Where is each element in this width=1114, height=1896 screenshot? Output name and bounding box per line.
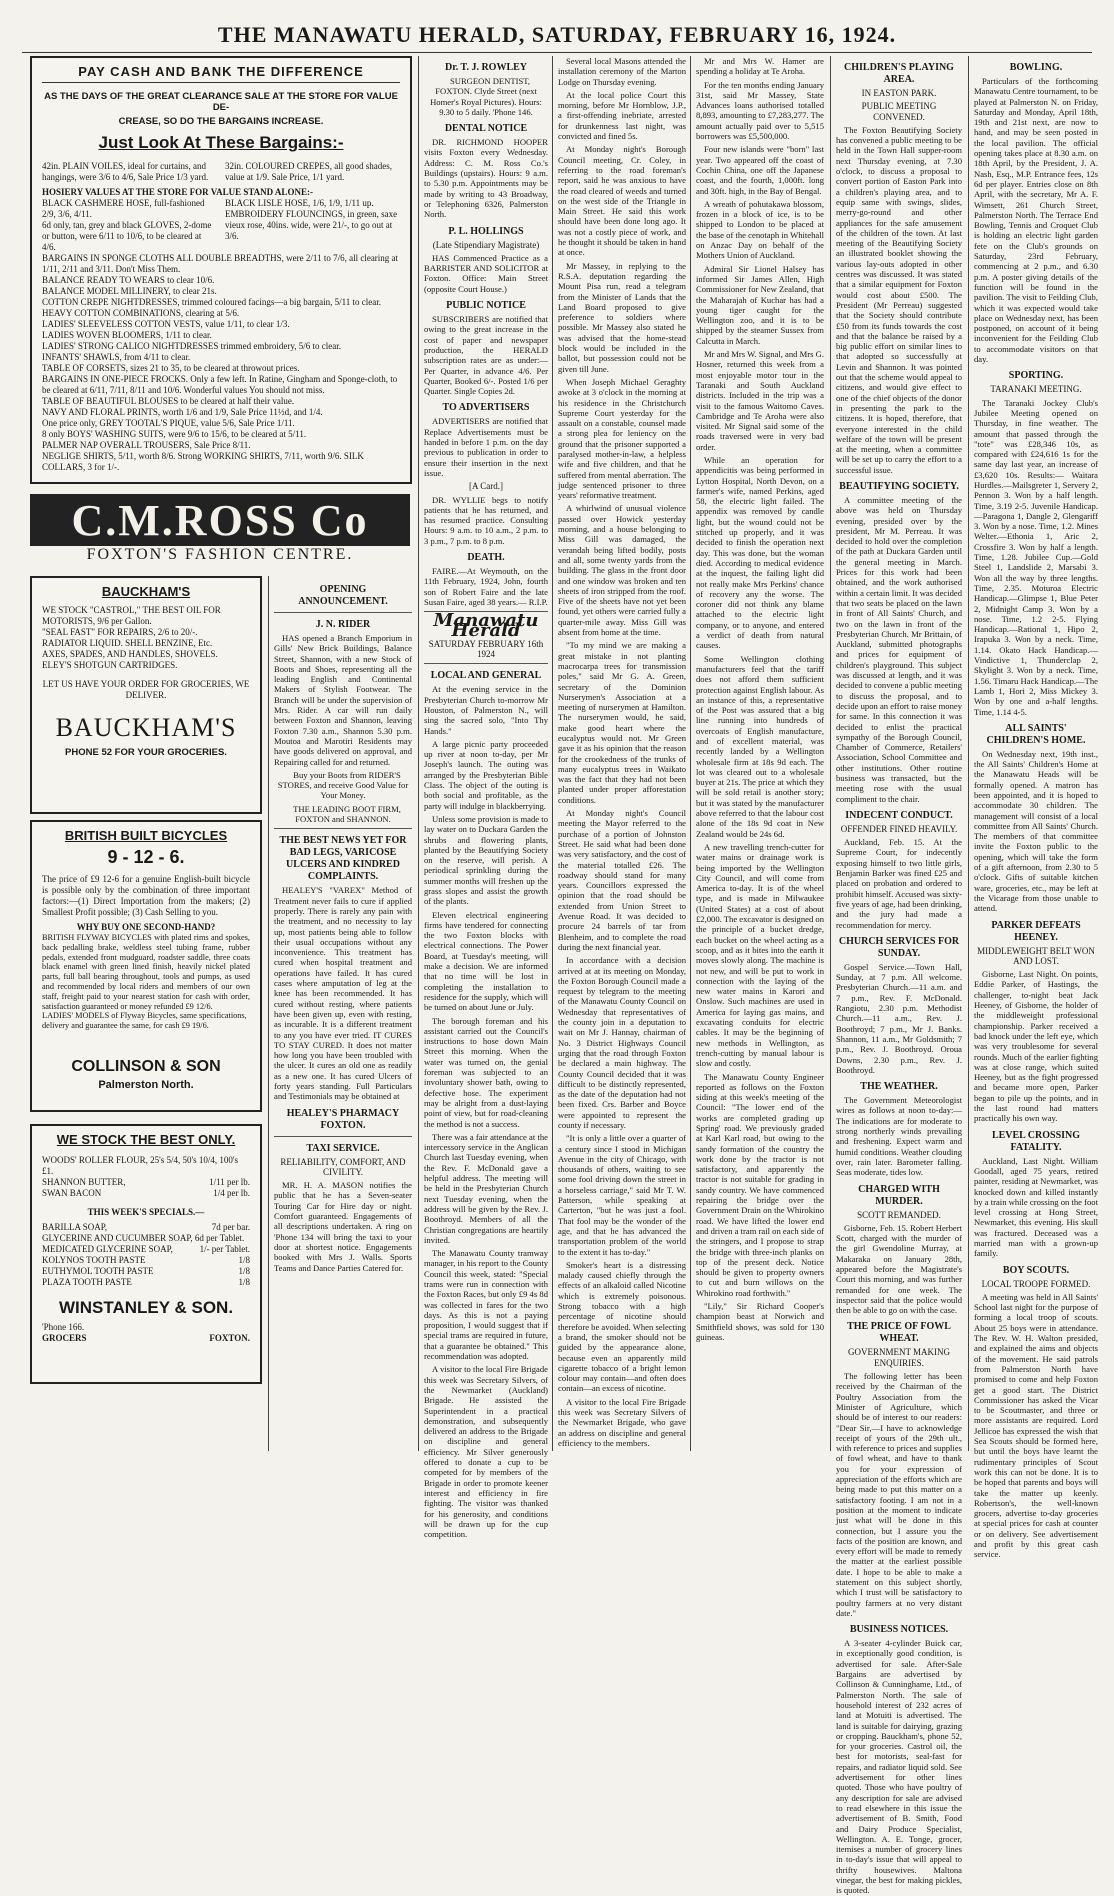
bauckham-line: ELEY'S SHOTGUN CARTRIDGES. xyxy=(42,660,178,670)
healey-heading: THE BEST NEWS YET FOR BAD LEGS, VARICOSE ULCERS AND KINDRED COMPLAINTS. xyxy=(279,835,407,883)
allsaints-heading: ALL SAINTS' CHILDREN'S HOME. xyxy=(986,722,1086,746)
row-price: 1/8 xyxy=(238,1266,250,1276)
healey-firm: HEALEY'S PHARMACY FOXTON. xyxy=(286,1107,400,1131)
row-item: EUTHYMOL TOOTH PASTE xyxy=(42,1266,154,1276)
dental-body: DR. RICHMOND HOOPER visits Foxton every Wednesday. Address: C. M. Ross Co.'s Buildings (upstairs). Hours: 9 a.m. to 5.30 p.m. Appointments may be made by writing to 43 Broadway, or Telephoning 6326, Palmerston North. xyxy=(424,137,548,220)
herald-date: SATURDAY FEBRUARY 16th 1924 xyxy=(428,638,544,660)
hosiery-row xyxy=(42,198,400,253)
playing-sub: IN EASTON PARK. xyxy=(861,88,937,98)
row-price: 1/11 per lb. xyxy=(209,1177,250,1187)
local-para: Unless some provision is made to lay water on to Duckara Garden the shrubs and flowering plants, planted by the Beautifying Society on the reserve, will perish. A periodical sprinkling during the summer months will freshen up the grass slopes and assist the growth of the plants. xyxy=(424,813,548,907)
best-rows xyxy=(42,1155,250,1199)
crepes-line: 32in. COLOURED CREPES, all good shades, value at 1/9. Sale Price, 1/1 yard. xyxy=(225,161,393,182)
taxi-heading: TAXI SERVICE. xyxy=(306,1142,380,1154)
best-row xyxy=(42,1177,250,1188)
row-item: WOODS' ROLLER FLOUR, 25's 5/4, 50's 10/4, 100's £1. xyxy=(42,1155,238,1176)
rider-heading: OPENING ANNOUNCEMENT. xyxy=(298,584,388,607)
special-row xyxy=(42,1244,250,1255)
church-heading: CHURCH SERVICES FOR SUNDAY. xyxy=(838,935,960,959)
item: 6d only, tan, grey and black GLOVES, 2-dome or button, were 6/11 to 10/6, to be cleared at 4/6. xyxy=(42,220,212,252)
item: One price only, GREY TOOTAL'S PIQUE, value 5/6, Sale Price 1/11. xyxy=(42,418,295,428)
item: BARGAINS IN SPONGE CLOTHS ALL DOUBLE BREADTHS, were 2/11 to 7/6, all clearing at 1/11, 2/11 and 3/11. Don't Miss Them. xyxy=(42,253,399,274)
news-para: A new travelling trench-cutter for water mains or drainage work is being imported by the Wellington City Council, and will come from America to-day. It is of the wheel type, and is made in Milwaukee (United States) at a cost of about £2,000. The excavator is designed on the principle of a bucket dredge, each bucket on the wheel acting as a scoop, and as it bites into the earth it moves slowly along. The machine is not new, and will be put to work in connection with the laying of the new water mains in Karori and Onslow. Such machines are used in America for laying gas mains, and excavating conduits for electric cables. It may be the beginning of new methods in Wellington, as trench-cutting by manual labour is slow and costly. xyxy=(696,841,824,1069)
best-row xyxy=(42,1155,250,1177)
local-para: The borough foreman and his assistant carried out the Council's instructions to hose down Main Street this morning. When the water was turned on, the genial foreman was subjected to an involuntary shower bath, owing to defective hose. The experiment may be alright from a dust-laying point of view, but for road-cleaning the method is not a success. xyxy=(424,1015,548,1129)
local-general-heading: LOCAL AND GENERAL xyxy=(430,670,542,682)
special-row xyxy=(42,1266,250,1277)
fowl-sub: GOVERNMENT MAKING ENQUIRIES. xyxy=(847,1347,951,1368)
beautifying-heading: BEAUTIFYING SOCIETY. xyxy=(839,480,959,492)
item: BALANCE READY TO WEARS to clear 10/6. xyxy=(42,275,215,285)
news-para: Mr Massey, in replying to the R.S.A. deputation regarding the Mount Pisa run, read a telegram from the Minister of Lands that the Land Board proposed to give preference to soldiers where possible. Mr Massey also stated he was advised that the home-stead block would be included in the ballot, but possession could not be given till June. xyxy=(558,260,686,374)
row-item: BARILLA SOAP, xyxy=(42,1222,108,1232)
rider-firm: THE LEADING BOOT FIRM, FOXTON and SHANNON. xyxy=(293,803,401,825)
bauckham-line: "SEAL FAST" FOR REPAIRS, 2/6 to 20/-. xyxy=(42,627,198,637)
scouts-heading: BOY SCOUTS. xyxy=(1002,1264,1070,1276)
murder-body: Gisborne, Feb. 15. Robert Herbert Scott, charged with the murder of the girl Gwendoline Murray, at Makaraka on January 28th, appeared before the Magistrate's Court this morning, and was further remanded for one week. The inspector said that the police would then be able to go on with the case. xyxy=(836,1222,962,1316)
item: LADIES' STRONG CALICO NIGHTDRESSES trimmed embroidery, 5/6 to clear. xyxy=(42,341,342,351)
column-3 xyxy=(424,56,549,1540)
bicycles-price: 9 - 12 - 6. xyxy=(107,847,185,867)
business-heading: BUSINESS NOTICES. xyxy=(849,1624,949,1636)
news-para: Mr and Mrs W. Hamer are spending a holiday at Te Aroha. xyxy=(696,56,824,77)
playing-heading: CHILDREN'S PLAYING AREA. xyxy=(844,62,954,85)
bicycles-ad xyxy=(30,820,262,1072)
news-para: At Monday night's Council meeting the Mayor referred to the purchase of a portion of Johnston Street. He said what had been done was very satisfactory, and the cost of the material totalled £26. The roadway should stand for many years. Councillors expressed the opinion that the road should be extended from Union Street to Avenue Road. It was decided to procure 24 barrels of tar from Blenheim, and to complete the road during the next financial year. xyxy=(558,808,686,952)
special-row xyxy=(42,1233,250,1244)
news-para: Several local Masons attended the installation ceremony of the Marton Lodge on Thursday evening. xyxy=(558,56,686,87)
bauckham-line: AXES, SPADES, AND HANDLES, SHOVELS. xyxy=(42,649,218,659)
item: EMBROIDERY FLOUNCINGS, in green, saxe vieux rose, 40ins. wide, were 21/-, to go out at 3/6. xyxy=(225,209,398,241)
column-4 xyxy=(558,56,686,1451)
news-para: For the ten months ending January 31st, said Mr Massey, State Advances loans authorised totalled 8,893, amounting to £7,283,277. The amount actually paid over to 5,515 borrowers was £5,500,000. xyxy=(696,79,824,142)
item: 8 only BOYS' WASHING SUITS, were 9/6 to 15/6, to be cleared at 5/11. xyxy=(42,429,307,439)
special-row xyxy=(42,1277,250,1288)
advertisers-heading: TO ADVERTISERS xyxy=(442,402,530,414)
news-para: A visitor to the local Fire Brigade this week was Secretary Silvers of the Newmarket Brigade, who gave an address on discipline and general efficiency to the members. xyxy=(558,1396,686,1448)
rider-body: HAS opened a Branch Emporium in Gills' New Brick Buildings, Balance Street, Shannon, with a new Stock of Boots and Shoes, representing all the leading English and Continental Makers of Stylish Footwear. The Branch will be under the supervision of Mrs. Rider. A car will run daily between Foxton and Shannon, leaving Foxton 7.30 a.m., Shannon 5.30 p.m. Moutoa and Marotiri Residents may have goods delivered on approval, and Repairing called for and returned. xyxy=(274,633,412,767)
column-rule xyxy=(690,56,691,1451)
item: INFANTS' SHAWLS, from 4/11 to clear. xyxy=(42,352,191,362)
bauckham-title: BAUCKHAM'S xyxy=(101,584,191,599)
item: TABLE OF BEAUTIFUL BLOUSES to be cleared at half their value. xyxy=(42,396,295,406)
news-para: "Lily," Sir Richard Cooper's champion beast at Norwich and Smithfield shows, was sold for 130 guineas. xyxy=(696,1301,824,1342)
death-body: FAIRE.—At Weymouth, on the 11th February, 1924, John, fourth son of Robert Faire and the late Susan Faire, aged 38 years.— R.I.P. xyxy=(424,565,548,607)
collinson-town: Palmerston North. xyxy=(98,1079,194,1091)
row-price: 1/8 xyxy=(238,1255,250,1265)
pay-cash-ad xyxy=(30,56,412,484)
hosiery-heading: HOSIERY VALUES AT THE STORE FOR VALUE STAND ALONE:- xyxy=(42,187,313,197)
taxi-sub: RELIABILITY, COMFORT, AND CIVILITY. xyxy=(280,1156,406,1177)
column-5 xyxy=(696,56,824,1451)
weather-heading: THE WEATHER. xyxy=(860,1081,938,1093)
news-para: The Manawatu County Engineer reported as follows on the Foxton siding at this week's meeting of the Council: "The lower end of the works are completed grading up Spring' road. We previously graded at Karl Karl road, but owing to the sandy formation of the country the work done by the tractor is not satisfactory, and apparently the tractor is not suitable for grading in sandy country. We have commenced repairing the bridge over the Government Drain on the Whirokino road. We have lifted the lower end and driven a tram rail on each side of the stringers, and I propose to strap the bridge with three-inch planks on top of the present deck. Notice should be given to property owners to cut and burn willows on the Whirokino road forthwith." xyxy=(696,1071,824,1298)
item: BARGAINS IN ONE-PIECE FROCKS. Only a few left. In Ratine, Gingham and Sponge-cloth, to be cleared at 6/11, 7/11, 8/11 and 10/6. Wonderful values You should not miss. xyxy=(42,374,398,395)
item: PALMER NAP OVERALL TROUSERS, Sale Price 8/11. xyxy=(42,440,251,450)
local-para: Eleven electrical engineering firms have tendered for connecting the two Foxton blocks with electrical connections. The Power Board, at Tuesday's meeting, will make a decision. We are informed that no time will be lost in completing the installation to residence for the supply, which will be turned on about June or July. xyxy=(424,909,548,1013)
news-para: Mr and Mrs W. Signal, and Mrs G. Hosner, returned this week from a most enjoyable motor tour in the Taranaki and South Auckland districts. Included in the trip was a visit to the famous Waitomo Caves. Cambridge and Te Aroha were also visited. Mr Signal said some of the roads traversed were in very bad order. xyxy=(696,349,824,452)
murder-sub: SCOTT REMANDED. xyxy=(857,1209,941,1220)
bicycles-body2: BRITISH FLYWAY BICYCLES with plated rims and spokes, back pedalling brake, weldless steel tubing frame, rubber pedals, extended front mudguard, roadster saddle, three coats black enamel with green lined finish, heavily nickel plated parts, full ball bearing throughout, tools and pumps, as used and recommended by local riders and members of our own staff, freight paid to your nearest station for cash with order, satisfaction guaranteed or money refunded £9 12/6. xyxy=(42,933,250,1011)
pay-cash-title: PAY CASH AND BANK THE DIFFERENCE xyxy=(42,64,400,83)
row-item: KOLYNOS TOOTH PASTE xyxy=(42,1255,146,1265)
row-price: 7d per bar. xyxy=(211,1222,250,1232)
item: COTTON CREPE NIGHTDRESSES, trimmed coloured facings—a big bargain, 5/11 to clear. xyxy=(42,297,382,307)
news-para: "To my mind we are making a great mistake in not planting macrocarpa trees for transmission poles," said Mr G. A. Green, secretary of the Dominion Nurserymen's Association at a meeting of nurserymen at Hamilton. The nurserymen would, he said, make good heart where the eucalyptus would not. Mr Green gave it as his opinion that the reason for the crookedness of the trunks of many eucalyptus trees in Waikato was the fact that they had not been planted under proper afforestation conditions. xyxy=(558,640,686,805)
bowling-heading: BOWLING. xyxy=(1009,62,1063,73)
public-notice-heading: PUBLIC NOTICE xyxy=(446,300,526,312)
voiles-line: 42in. PLAIN VOILES, ideal for curtains, and hangings, were 3/6 to 4/6, Sale Price 1/3 yard. xyxy=(42,161,209,182)
hollings-heading: P. L. HOLLINGS xyxy=(448,225,524,237)
rider-name: J. N. RIDER xyxy=(315,619,371,630)
items-left xyxy=(42,198,217,253)
column-7 xyxy=(974,56,1098,1560)
local-para: There was a fair attendance at the intercessory service in the Anglican Church last Tuesday evening, when the Rev. F. McDonald gave a helpful address. The meeting will be held in the Presbyterian Church next Tuesday evening, when the address will be given by the Rev. J. Boothroyd. Members of all the Christian congregations are heartily invited. xyxy=(424,1131,548,1245)
town-label: FOXTON. xyxy=(209,1333,250,1343)
collinson-firm: COLLINSON & SON xyxy=(71,1058,221,1075)
sporting-heading: SPORTING. xyxy=(1008,370,1064,382)
column-6 xyxy=(836,56,962,1896)
news-para: A wreath of pohutakawa blossom, frozen in a block of ice, is to be shipped to London to be placed at the base of the cenotaph in Whitehall on Anzac Day on behalf of the Mothers Union of Auckland. xyxy=(696,198,824,261)
bicycles-why: WHY BUY ONE SECOND-HAND? xyxy=(76,922,216,932)
divider xyxy=(424,663,548,664)
taxi-body: MR. H. A. MASON notifies the public that he has a Seven-seater Touring Car for Hire day or night. Comfort guaranteed. Engagements of all descriptions undertaken. A ring on 'Phone 134 will bring the taxi to your door at shortest notice. Engagements booked with Mrs J. Walls. Sports Teams and Dance Parties Catered for. xyxy=(274,1180,412,1273)
fowl-heading: THE PRICE OF FOWL WHEAT. xyxy=(847,1321,951,1345)
scouts-body: A meeting was held in All Saints' School last night for the purpose of forming a local troop of scouts. About 25 boys were in attendance. The Rev. W. H. Walton presided, and explained the aims and objects of the movement. He said patrols from Palmerston North have promised to come and help Foxton get a good start. The District Commissioner has asked the Vicar to be Scoutmaster, and three or more assistants are required. Lord Jellicoe has expressed the wish that Sea Scouts should be formed here, but until the boys have learnt the rudimentary principles of Scout work this can not be done. It is to be hoped that parents and boys will take the matter up keenly. Robertson's, the well-known grocers, advertise to-day groceries at special prices for cash at counter or on delivery. See advertisement and profit by this great cash service. xyxy=(974,1291,1098,1560)
business-body: A 3-seater 4-cylinder Buick car, in exceptionally good condition, is advertised for sale. After-Sale Bargains are advertised by Collinson & Cunninghame, Ltd., of Palmerston North. The sale of household interest of 232 acres of land at Motuiti is advertised. The land is suitable for dairying, grazing or cropping. Bauckham's, phone 52, for your groceries. Castrol oil, the best for motorists, seal-fast for repairs, and radiator liquid sold. See advertisement for other lines quoted. Those who have poultry of any description for sale are advised to read elsewhere in this issue the advertisement of B. Smith, Food and Dairy Produce Specialist, Wellington. A. E. Tonge, grocer, itemises a number of grocery lines in to-day's issue that will appeal to thrifty housewives. Maltona vinegar, the best for making pickles, is quoted. xyxy=(836,1638,962,1896)
item: NAVY AND FLORAL PRINTS, worth 1/6 and 1/9, Sale Price 11½d, and 1/4. xyxy=(42,407,323,417)
church-body: Gospel Service.—Town Hall, Sunday, at 7 p.m. All welcome. Presbyterian Church.—11 a.m. and 7 p.m., Rev. F. McDonald. Rangiotu, 2.30 p.m. Methodist Church.—11 a.m., Rev. J. Boothroyd; 7 p.m., Mr J. Banks. Shannon, 11 a.m., Mr Goldsmith; 7 p.m., Rev. J. Boothroyd. Oroua Downs, 2.30 p.m., Rev. J. Boothroyd. xyxy=(836,961,962,1075)
rider-buy: Buy your Boots from RIDER'S STORES, and receive Good Value for Your Money. xyxy=(277,769,409,801)
bicycles-ladies: LADIES' MODELS of Flyway Bicycles, same specifications, delivery and guarantee the same, for cash £9 19/6. xyxy=(42,1011,247,1031)
best-only-title: WE STOCK THE BEST ONLY. xyxy=(56,1132,236,1147)
local-para: A visitor to the local Fire Brigade this week was Secretary Silvers, of the Newmarket (Auckland) Brigade. He assisted the Superintendent in a practical demonstration, and subsequently delivered an address to the Brigade on discipline and general efficiency. Mr Silver generously offered to donate a cup to be competed for by members of the Brigade in order to promote keener interest and efficiency in fire fighting. The visitor was thanked for his generosity, and conditions will be drawn up for the cup competition. xyxy=(424,1364,548,1540)
column-rule xyxy=(830,56,831,1451)
playing-body: The Foxton Beautifying Society has convened a public meeting to be held in the Town Hall supper-room next Thursday evening, at 7.30 o'clock, to discuss a proposal to convert portion of Easton Park into a children's playing area, and to equip same with swings, slides, merry-go-round and other appliances for the safe amusement of the children of the town. At last meeting of the Beautifying Society an illustrated booklet showing the various lay-outs adopted in other centres was discussed. It was stated that a similar equipment for Foxton would cost about £500. The President (Mr Perreau) suggested that the Society should contribute £50 from its funds towards the cost and that the balance be raised by a big public effort on similar lines to that adopted so successfully at Levin and Shannon. It was pointed out that the scheme would appeal to citizens, and would give effect to one of the chief objects of the donor in presenting the park to the citizens. It is hoped, therefore, that everyone interested in the child welfare of the town will be present at the meeting, when a committee will be set up to carry the effort to a successful issue. xyxy=(836,124,962,475)
rowley-body: SURGEON DENTIST, FOXTON. Clyde Street (next Homer's Royal Pictures). Hours: 9.30 to 5 daily. 'Phone 146. xyxy=(430,76,542,117)
local-para: At the evening service in the Presbyterian Church to-morrow Mr Houston, of Palmerston N., will sing the sacred solo, "Into Thy Hands." xyxy=(424,684,548,736)
advertisers-body: ADVERTISERS are notified that Replace Advertisements must be handed in before 1 p.m. on the day previous to publication in order to ensure their insertion in the next issue. xyxy=(424,416,548,478)
item: LADIES' SLEEVELESS COTTON VESTS, value 1/11, to clear 1/3. xyxy=(42,319,290,329)
news-para: Admiral Sir Lionel Halsey has informed Sir James Allen, High Commissioner for New Zealand, that the Maharajah of Kuchar has had a young tiger caught for the Wellington zoo, and it is to be shipped by the steamer Sussex from Calcutta in March. xyxy=(696,263,824,346)
row-item: MEDICATED GLYCERINE SOAP, xyxy=(42,1244,173,1254)
best-row xyxy=(42,1188,250,1199)
ross-logo: C.M.ROSS Co xyxy=(30,494,410,546)
indecent-heading: INDECENT CONDUCT. xyxy=(845,809,953,821)
heeney-body: Gisborne, Last Night. On points, Eddie Parker, of Hastings, the challenger, to-night beat Jack Heeney, of Gisborne, the holder of the middleweight professional championship. Parker received a bad knock under the left eye, which was very troublesome for several rounds. Much of the earlier fighting was at close range, which suited Heeney, but as the fight progressed and became more open, Parker began to pile up the points, and in the last round had matters practically his own way. xyxy=(974,969,1098,1124)
news-para: Some Wellington clothing manufacturers feel that the tariff does not afford them sufficient protection against English labour. As an instance of this, a representative of the Post was assured that a big line running into hundreds of overcoats of English manufacture, and of excellent material, was recently landed by a Wellington wholesale firm at 18s 9d each. The lot was cleared out to a wholesale buyer at 21s. The price at which they will be sold retail is another story; but it was stated by the manufacturer above referred to that the labour cost alone of the 18s 9d coat in New Zealand would be 24s 6d. xyxy=(696,653,824,839)
item: BLACK CASHMERE HOSE, full-fashioned 2/9, 3/6, 4/11. xyxy=(42,198,205,219)
herald-nameplate: Manawatu Herald xyxy=(433,610,539,642)
news-para: Smoker's heart is a distressing malady caused chiefly through the effects of an alkaloid called Nicotine which is extremely poisonous. Strong tobacco with a high percentage of nicotine should therefore be avoided. When selecting a brand, the smoker should not be guided by the appearance alone, because even an apparently mild cigarette tobacco of a bright lemon colour may contain—and often does contain—an excess of nicotine. xyxy=(558,1259,686,1394)
special-rows xyxy=(42,1222,250,1288)
crossing-heading: LEVEL CROSSING FATALITY. xyxy=(991,1129,1081,1153)
item: TABLE OF CORSETS, sizes 21 to 35, to be cleared at throwout prices. xyxy=(42,363,300,373)
ross-subtitle: FOXTON'S FASHION CENTRE. xyxy=(86,546,354,563)
grocers-label: GROCERS xyxy=(42,1333,87,1343)
news-para: When Joseph Michael Geraghty awoke at 3 o'clock in the morning at his residence in the Christchurch Supreme Court yesterday for the assault on a constable, counsel made a strong plea for leniency on the ground that the prisoner supported a paralysed mother-in-law, a helpless wife and five children, and that he suffered from mental aberration. The judge sentenced prisoner to three years' reformative treatment. xyxy=(558,376,686,501)
pay-cash-subtitle-1: AS THE DAYS OF THE GREAT CLEARANCE SALE AT THE STORE FOR VALUE DE- xyxy=(44,91,398,113)
collinson-ad xyxy=(30,1052,262,1112)
divider xyxy=(274,612,412,613)
hollings-sub: (Late Stipendiary Magistrate) xyxy=(432,239,540,250)
item: BALANCE MODEL MILLINERY, to clear 21s. xyxy=(42,286,217,296)
column-rule xyxy=(552,56,553,1451)
bauckham-groceries: LET US HAVE YOUR ORDER FOR GROCERIES, WE DELIVER. xyxy=(42,679,250,700)
crossing-body: Auckland, Last Night. William Goodall, aged 75 years, retired painter, residing at Newmarket, was knocked down and killed instantly by a train while crossing on the foot level crossing at Hong Street, Newmarket, this evening. His skull was fractured. Deceased was a married man with a grown-up family. xyxy=(974,1155,1098,1259)
winstanley-phone: 'Phone 166. xyxy=(42,1322,85,1332)
column-rule xyxy=(268,576,269,1451)
items-right xyxy=(225,198,400,253)
death-heading: DEATH. xyxy=(467,551,505,563)
public-notice-body: SUBSCRIBERS are notified that owing to the great increase in the cost of paper and newspaper production, the HERALD subscription rates are as under:— Per Quarter, in advance 4/6. Per Quarter, Booked 6/-. Posted 1/6 per Quarter. Single Copies 2d. xyxy=(424,314,548,397)
news-para: Four new islands were "born" last year. Two appeared off the coast of Cochin China, one off the Japanese coast, and the fourth, 1,000ft. long and 30ft. high, in the Bay of Bengal. xyxy=(696,144,824,196)
card-heading: [A Card.] xyxy=(469,481,503,492)
row-price: 1/- per Tablet. xyxy=(199,1244,250,1254)
murder-heading: CHARGED WITH MURDER. xyxy=(858,1183,940,1207)
playing-sub2: PUBLIC MEETING CONVENED. xyxy=(861,101,937,122)
best-only-ad xyxy=(30,1124,262,1384)
item: NEGLIGE SHIRTS, 5/11, worth 8/6. Strong WORKING SHIRTS, 7/11, worth 9/6. SILK COLLARS, 3 for 1/-. xyxy=(42,451,364,472)
row-price: 1/4 per lb. xyxy=(213,1188,250,1198)
healey-body: HEALEY'S "VAREX" Method of Treatment never fails to cure if applied properly. There is rarely any pain with the treatment, and no necessity to lay up, most patients being able to follow their usual occupations without any inconvenience. This treatment has cured when hospital treatment and operations have failed. It has cured cases where amputation of leg at the knee has been recommended. It has cured without resting, where patients have been given up, even with resting, as incurable. It is a different treatment to any you have ever tried. IT CURES TO STAY CURED. It does not matter how long you have been troubled with the ulcer. It cures an old one as readily as a new one. It has cured Ulcers of forty years standing. Full Particulars and Testimonials may be obtained at xyxy=(274,885,412,1102)
bowling-body: Particulars of the forthcoming Manawatu Centre tournament, to be played at Palmerston N. on Friday, Saturday and Monday, April 18th, 19th and 21st next, are now to hand, and may be seen posted in the local pavilion. The official opening takes place at 8.30 a.m. on 18th April, by the President, J. A. Nash, Esq., M.P. Entrance fees, 12s 6d per player. Entries close on 8th April, with the secretary, Mr A. F. Wimsett, 261 Church Street, Palmerston North. The Terrace End Bowling, Tennis and Croquet Club is holding an electric light garden fete on the Club's grounds on Saturday, 23rd February, commencing at 2 p.m., and 6.30 p.m. A poster giving details of the function will be found in the pavilion. The visit to Feilding Club, which it was expected would take place on Wednesday next, has been postponed, on account of it being inconvenient for the Feilding Club to accommodate visitors on that day. xyxy=(974,76,1098,365)
row-item: SWAN BACON xyxy=(42,1188,102,1198)
row-item: GLYCERINE AND CUCUMBER SOAP, 6d per Tablet. xyxy=(42,1233,245,1243)
fabric-lines xyxy=(42,161,400,183)
fowl-body: The following letter has been received by the Chairman of the Poultry Association from the Minister of Agriculture, which should be of interest to our readers: "Dear Sir,—I have to acknowledge receipt of yours of the 29th ult., with reference to prices and supplies of fowl wheat, and have to thank you for your expression of appreciation of the efforts which are being made to put this matter on a satisfactory footing. I am not in a position at the moment to indicate just what will be done in this connection, but I assure you the facts of the position are known, and every effort will be made to remedy the matter at the earliest possible date. I hope to be able to make a statement on this subject shortly, which I trust will be satisfactory to poultry farmers at no very distant date." xyxy=(836,1371,962,1618)
beautifying-body: A committee meeting of the above was held on Thursday evening, presided over by the president, Mr M. Perreau. It was decided to hold over the completion of the path at Duckara Garden until the general meeting in March. Prices for this work had been obtained, and the work authorised within a certain limit. It was decided that two seats be placed on the lawn in front of All Saints' Church, and two on the lawn in front of the Presbyterian Church. Mr Brittain, of Auckland, submitted photographs and prices for equipment of children's playground. This subject was discussed at length, and it was decided to convene a public meeting to discuss the proposal, and to decide upon an effort to raise money for same. In this connection it was decided to enlist the practical sympathy of the Borough Council, Chamber of Commerce, Retailers' Association, School Committee and other institutions. Other routine business was transacted, but the meeting rose with the usual compliment to the chair. xyxy=(836,494,962,804)
bauckham-line: RADIATOR LIQUID. SHELL BENZINE, Etc. xyxy=(42,638,213,648)
special-row xyxy=(42,1255,250,1266)
sporting-body: The Taranaki Jockey Club's Jubilee Meeting opened on Thursday, in fine weather. The amount that passed through the "tote" was £28,346 10s, as compared with £24,616 1s for the same day last year, an increase of £3,620 10s. Results:— Waitara Hurdles.—Mailsgreter 1, Servery 2, Pennon 3. Won by a half length. Time, 3.19 2-5. Juvenile Handicap.—Paragona 1, Dangle 2, Glengariff 3. Won by a nose. Time, 1.2. Mines Welter.—Ethonia 1, Aric 2, Crossfire 3. Won by half a length. Time, 1.28. Jubilee Cup.—Gold Steel 1, Landslide 2, Marsabi 3. Won all the way by three lengths. Time, 2.35. Moturoa Electric Handicap.—Glimpse 1, Blue Peter 2, Midnight Camp 3. Won by a nose. Time, 1.2 2-5. Flying Handicap.—Rational 1, Hipo 2, Irapuka 3. Won by a neck. Time, 1.14. Okato Hack Handicap.—Vindictive 1, Thunderclap 2, Skylight 3. Won by a neck. Time, 1.56. Timaru Hack Handicap.—The Lamb 1, Hori 2, Miss Mickey 3. Won by one and a-half lengths. Time, 1.14 4-5. xyxy=(974,397,1098,717)
item: BLACK LISLE HOSE, 1/6, 1/9, 1/11 up. xyxy=(225,198,374,208)
item: LADIES WOVEN BLOOMERS, 1/11 to clear. xyxy=(42,330,212,340)
item: HEAVY COTTON COMBINATIONS, clearing at 5/6. xyxy=(42,308,240,318)
divider xyxy=(274,828,412,829)
news-para: While an operation for appendicitis was being performed in Lytton Hospital, North Devon, on a farmer's wife, named Perkins, aged 58, the electric light failed. The appendix was removed by candle light, but the wound could not be stitched up properly, and it was decided to finish the operation next day. This was done, but the woman died. According to medical evidence at the inquest, the failing light did not really make Mrs Perkins' chance of recovery any the worse. The coroner did not think any blame attached to the electric light company, or to anyone, and entered a verdict of death from natural causes. xyxy=(696,454,824,651)
bauckham-ad xyxy=(30,576,262,814)
divider xyxy=(274,1136,412,1137)
news-para: In accordance with a decision arrived at at its meeting on Monday, the Foxton Borough Council made a request by telegram to the meeting of the Manawatu County Council on Wednesday that representatives of the county join in a deputation to wait on Mr J. Hannay, chairman of No. 3 District Highways Council urging that the road through Foxton be declared a main highway. The County Council decided that it was difficult to be distinctly represented, as the date of the deputation had not been fixed. Crs. Barber and Boyce were appointed to represent the county if necessary. xyxy=(558,955,686,1130)
row-price: 1/8 xyxy=(238,1277,250,1287)
indecent-sub: OFFENDER FINED HEAVILY. xyxy=(840,823,958,834)
indecent-body: Auckland, Feb. 15. At the Supreme Court, for indecently exposing himself to two little girls, Benjamin Barker was fined £25 and placed on probation and ordered to prohibit himself. Accused was sixty-five years of age, had been drinking, and the jury had made a recommendation for mercy. xyxy=(836,837,962,930)
local-para: A large picnic party proceeded up river at noon to-day, per Mr Joseph's launch. The outing was arranged by the Presbyterian Bible Class. The object of the outing is both social and profitable, as the party will indulge in blackberrying. xyxy=(424,738,548,811)
local-para: The Manawatu County tramway manager, in his report to the County Council this week, stated: "Special trams were run in connection with the Foxton Races, but only £9 4s 8d was collected in fares for the two days. As this is not a paying proposition, I would suggest that if special trams are required in future, that a guarantee be obtained." This recommendation was adopted. xyxy=(424,1248,549,1362)
bauckham-big: BAUCKHAM'S xyxy=(55,713,237,742)
news-para: A whirlwind of unusual violence passed over Howick yesterday morning, and a house belonging to Miss Gill was damaged, the verandah being lifted bodily, posts and all, some twenty yards from the building. The glass in the front door and one window was broken and ten sheets of iron stripped from the roof. Five of the sheets have not yet been found, yet others were carried fully a quarter-mile away. Miss Gill was absent from home at the time. xyxy=(558,503,686,638)
bargains-heading: Just Look At These Bargains:- xyxy=(98,133,344,152)
heeney-sub: MIDDLEWEIGHT BELT WON AND LOST. xyxy=(977,945,1095,966)
scouts-sub: LOCAL TROOPE FORMED. xyxy=(981,1278,1091,1289)
weather-body: The Government Meteorologist wires as follows at noon to-day:— The indications are for moderate to strong northerly winds prevailing and freshening. Expect warm and humid conditions. Weather clouding over, rain later. Barometer falling. Seas moderate, tides low. xyxy=(836,1095,962,1178)
bauckham-phone: PHONE 52 FOR YOUR GROCERIES. xyxy=(65,747,227,758)
bicycles-body: The price of £9 12-6 for a genuine English-built bicycle is possible only by the combination of three important factors:—(1) Direct Importation from the makers; (2) Smallest Profit possible; (3) Cash Selling to you. xyxy=(42,874,250,917)
card-body: DR. WYLLIE begs to notify patients that he has returned, and has resumed practice. Consulting Hours: 9 a.m. to 10 a.m., 2 p.m. to 3 p.m., 7 p.m. to 8 p.m. xyxy=(424,494,548,546)
column-2 xyxy=(274,578,412,1448)
news-para: At the local police Court this morning, before Mr Hornblow, J.P., a first-offending inebriate, arrested for drunkenness last night, was convicted and fined 5s. xyxy=(558,89,686,142)
news-para: At Monday night's Borough Council meeting, Cr. Coley, in referring to the road foreman's report, said he was anxious to have the road cleared of weeds and turned on the west side of the Triangle in Main Street. He said this work should have been done long ago. It was not a costly piece of work, and he thought it should be taken in hand at once. xyxy=(558,144,686,258)
rowley-title: Dr. T. J. ROWLEY xyxy=(444,62,528,73)
special-row xyxy=(42,1222,250,1233)
news-para: "It is only a little over a quarter of a century since I stood in Michigan Avenue in the city of Chicago, with thousands of others, waiting to see some fool driving down the street in a horseless carriage," said Mr T. W. Patterson, while speaking at Carterton, "but he was just a fool. That fool may be the wonder of the age, and that he has advanced the transportation problem of the world to the extent it has to-day." xyxy=(558,1133,686,1257)
winstanley-firm: WINSTANLEY & SON. xyxy=(58,1298,234,1317)
sporting-sub: TARANAKI MEETING. xyxy=(990,384,1082,395)
row-item: SHANNON BUTTER, xyxy=(42,1177,126,1187)
column-rule xyxy=(968,56,969,1451)
hollings-body: HAS Commenced Practice as a BARRISTER AND SOLICITOR at Foxton. Office: Main Street (opposite Court House.) xyxy=(424,252,548,294)
allsaints-body: On Wednesday next, 19th inst., the All Saints' Children's Home at the Manawatu Heads will be formally opened. A matron has been appointed, and it is hoped to accommodate 30 children. The management will consist of a local committee from All Saints' Church. The members of that committee invite the Foxton public to the opening, which will take the form of a gift afternoon, from 2.30 to 5 o'clock. Gifts of suitable kitchen ware, groceries, etc., may be left at the Vicarage from those unable to attend. xyxy=(974,748,1098,914)
masthead: THE MANAWATU HERALD, SATURDAY, FEBRUARY 16, 1924. xyxy=(217,22,897,47)
masthead-rule xyxy=(22,52,1092,53)
pay-cash-subtitle-2: CREASE, SO DO THE BARGAINS INCREASE. xyxy=(118,116,324,127)
winstanley-bottom xyxy=(42,1333,250,1344)
heeney-heading: PARKER DEFEATS HEENEY. xyxy=(991,919,1081,943)
row-item: PLAZA TOOTH PASTE xyxy=(42,1277,132,1287)
column-rule xyxy=(418,56,419,1451)
specials-heading: THIS WEEK'S SPECIALS.— xyxy=(87,1207,205,1217)
bauckham-line: WE STOCK "CASTROL," THE BEST OIL FOR MOTORISTS, 9/6 per Gallon. xyxy=(42,605,221,626)
bicycles-title: BRITISH BUILT BICYCLES xyxy=(64,828,228,843)
dental-heading: DENTAL NOTICE xyxy=(444,123,528,135)
